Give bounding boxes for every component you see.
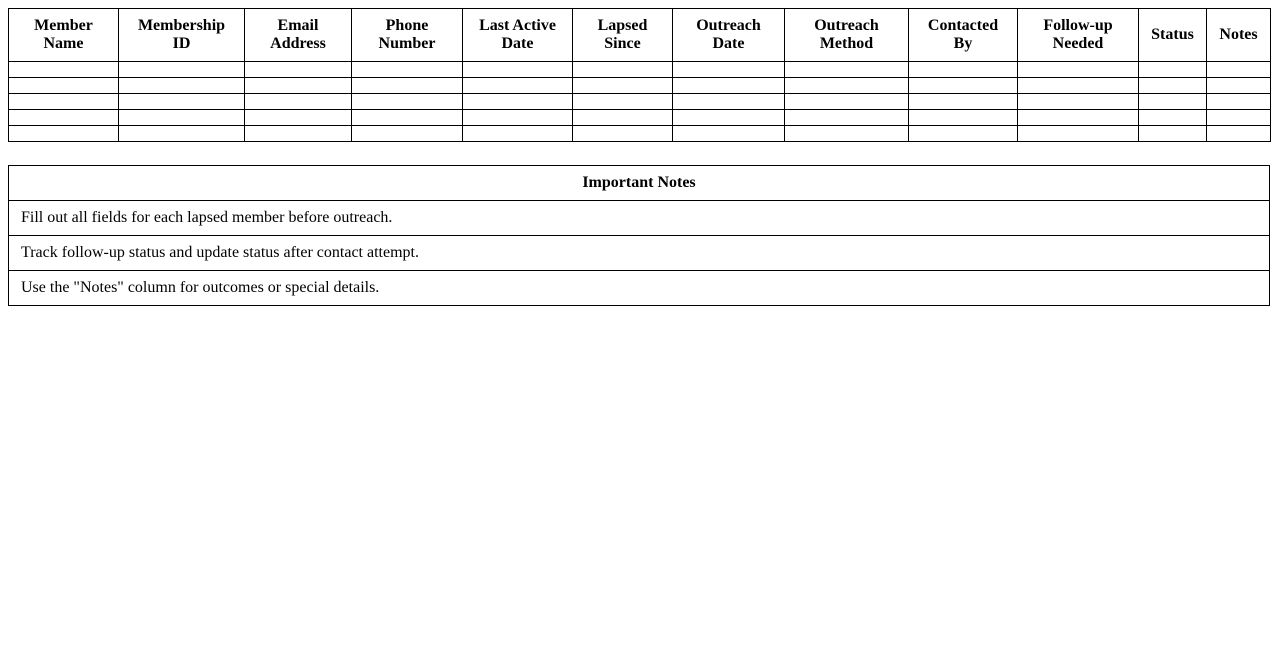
header-line-2: Name	[43, 35, 84, 52]
header-line-1: Email	[277, 17, 319, 34]
table-cell[interactable]	[245, 110, 352, 126]
table-cell[interactable]	[1139, 110, 1207, 126]
table-row	[9, 110, 1271, 126]
table-cell[interactable]	[673, 126, 785, 142]
table-cell[interactable]	[909, 126, 1018, 142]
note-row	[9, 201, 1270, 236]
table-cell[interactable]	[463, 62, 573, 78]
header-line-1: Member	[34, 17, 93, 34]
note-row	[9, 271, 1270, 306]
note-text: Fill out all fields for each lapsed member before outreach.	[9, 201, 1270, 236]
table-cell[interactable]	[1018, 126, 1139, 142]
table-cell[interactable]	[245, 126, 352, 142]
table-cell[interactable]	[1018, 62, 1139, 78]
table-cell[interactable]	[9, 110, 119, 126]
table-cell[interactable]	[573, 110, 673, 126]
table-cell[interactable]	[352, 62, 463, 78]
column-header-phone-number	[352, 9, 463, 62]
note-text: Use the "Notes" column for outcomes or special details.	[9, 271, 1270, 306]
column-header-follow-up-needed	[1018, 9, 1139, 62]
table-cell[interactable]	[1139, 78, 1207, 94]
table-cell[interactable]	[673, 94, 785, 110]
note-text: Track follow-up status and update status after contact attempt.	[9, 236, 1270, 271]
table-cell[interactable]	[573, 62, 673, 78]
table-cell[interactable]	[909, 78, 1018, 94]
table-cell[interactable]	[463, 78, 573, 94]
notes-title: Important Notes	[9, 166, 1270, 201]
table-cell[interactable]	[673, 62, 785, 78]
header-line-1: Outreach	[814, 17, 879, 34]
header-line-1: Status	[1151, 26, 1194, 43]
table-cell[interactable]	[909, 62, 1018, 78]
table-cell[interactable]	[119, 126, 245, 142]
header-line-1: Notes	[1219, 26, 1258, 43]
table-row	[9, 126, 1271, 142]
column-header-email-address	[245, 9, 352, 62]
note-row	[9, 236, 1270, 271]
important-notes-table	[8, 165, 1270, 306]
table-cell[interactable]	[463, 94, 573, 110]
column-header-lapsed-since	[573, 9, 673, 62]
table-cell[interactable]	[785, 78, 909, 94]
header-line-2: Date	[712, 35, 745, 52]
notes-header-row	[9, 166, 1270, 201]
header-line-2: Address	[270, 35, 326, 52]
header-line-1: Last Active	[479, 17, 556, 34]
header-line-1: Contacted	[927, 17, 999, 34]
table-cell[interactable]	[119, 62, 245, 78]
table-cell[interactable]	[352, 94, 463, 110]
table-cell[interactable]	[352, 126, 463, 142]
table-cell[interactable]	[1207, 78, 1271, 94]
table-cell[interactable]	[1018, 94, 1139, 110]
column-header-outreach-date	[673, 9, 785, 62]
table-cell[interactable]	[9, 126, 119, 142]
table-cell[interactable]	[785, 62, 909, 78]
table-cell[interactable]	[245, 62, 352, 78]
table-cell[interactable]	[573, 126, 673, 142]
table-cell[interactable]	[1018, 110, 1139, 126]
table-cell[interactable]	[9, 78, 119, 94]
header-line-2: Needed	[1052, 35, 1104, 52]
table-cell[interactable]	[573, 78, 673, 94]
table-header-row	[9, 9, 1271, 62]
header-line-2: Number	[378, 35, 436, 52]
table-cell[interactable]	[119, 94, 245, 110]
column-header-status	[1139, 9, 1207, 62]
table-cell[interactable]	[1139, 94, 1207, 110]
table-cell[interactable]	[673, 110, 785, 126]
header-line-1: Follow-up	[1043, 17, 1113, 34]
table-row	[9, 94, 1271, 110]
table-cell[interactable]	[9, 62, 119, 78]
table-cell[interactable]	[463, 126, 573, 142]
member-outreach-table	[8, 8, 1271, 142]
table-cell[interactable]	[1207, 126, 1271, 142]
table-cell[interactable]	[352, 110, 463, 126]
header-line-1: Outreach	[696, 17, 761, 34]
column-header-contacted-by	[909, 9, 1018, 62]
table-cell[interactable]	[673, 78, 785, 94]
header-line-2: Since	[604, 35, 641, 52]
column-header-membership-id	[119, 9, 245, 62]
column-header-notes	[1207, 9, 1271, 62]
column-header-outreach-method	[785, 9, 909, 62]
header-line-1: Membership	[137, 17, 226, 34]
table-cell[interactable]	[9, 94, 119, 110]
table-cell[interactable]	[785, 110, 909, 126]
table-cell[interactable]	[352, 78, 463, 94]
table-cell[interactable]	[1207, 62, 1271, 78]
column-header-last-active-date	[463, 9, 573, 62]
table-row	[9, 62, 1271, 78]
table-cell[interactable]	[909, 94, 1018, 110]
column-header-member-name	[9, 9, 119, 62]
header-line-1: Phone	[385, 17, 429, 34]
table-cell[interactable]	[909, 110, 1018, 126]
header-line-2: ID	[172, 35, 191, 52]
header-line-2: Date	[501, 35, 534, 52]
table-cell[interactable]	[245, 78, 352, 94]
table-cell[interactable]	[463, 110, 573, 126]
header-line-1: Lapsed	[597, 17, 648, 34]
table-cell[interactable]	[785, 94, 909, 110]
table-row	[9, 78, 1271, 94]
table-cell[interactable]	[119, 78, 245, 94]
table-cell[interactable]	[1207, 94, 1271, 110]
header-line-2: Method	[819, 35, 874, 52]
table-cell[interactable]	[1018, 78, 1139, 94]
table-cell[interactable]	[1207, 110, 1271, 126]
header-line-2: By	[953, 35, 973, 52]
table-cell[interactable]	[119, 110, 245, 126]
table-cell[interactable]	[573, 94, 673, 110]
table-cell[interactable]	[245, 94, 352, 110]
table-cell[interactable]	[1139, 62, 1207, 78]
table-cell[interactable]	[1139, 126, 1207, 142]
table-cell[interactable]	[785, 126, 909, 142]
